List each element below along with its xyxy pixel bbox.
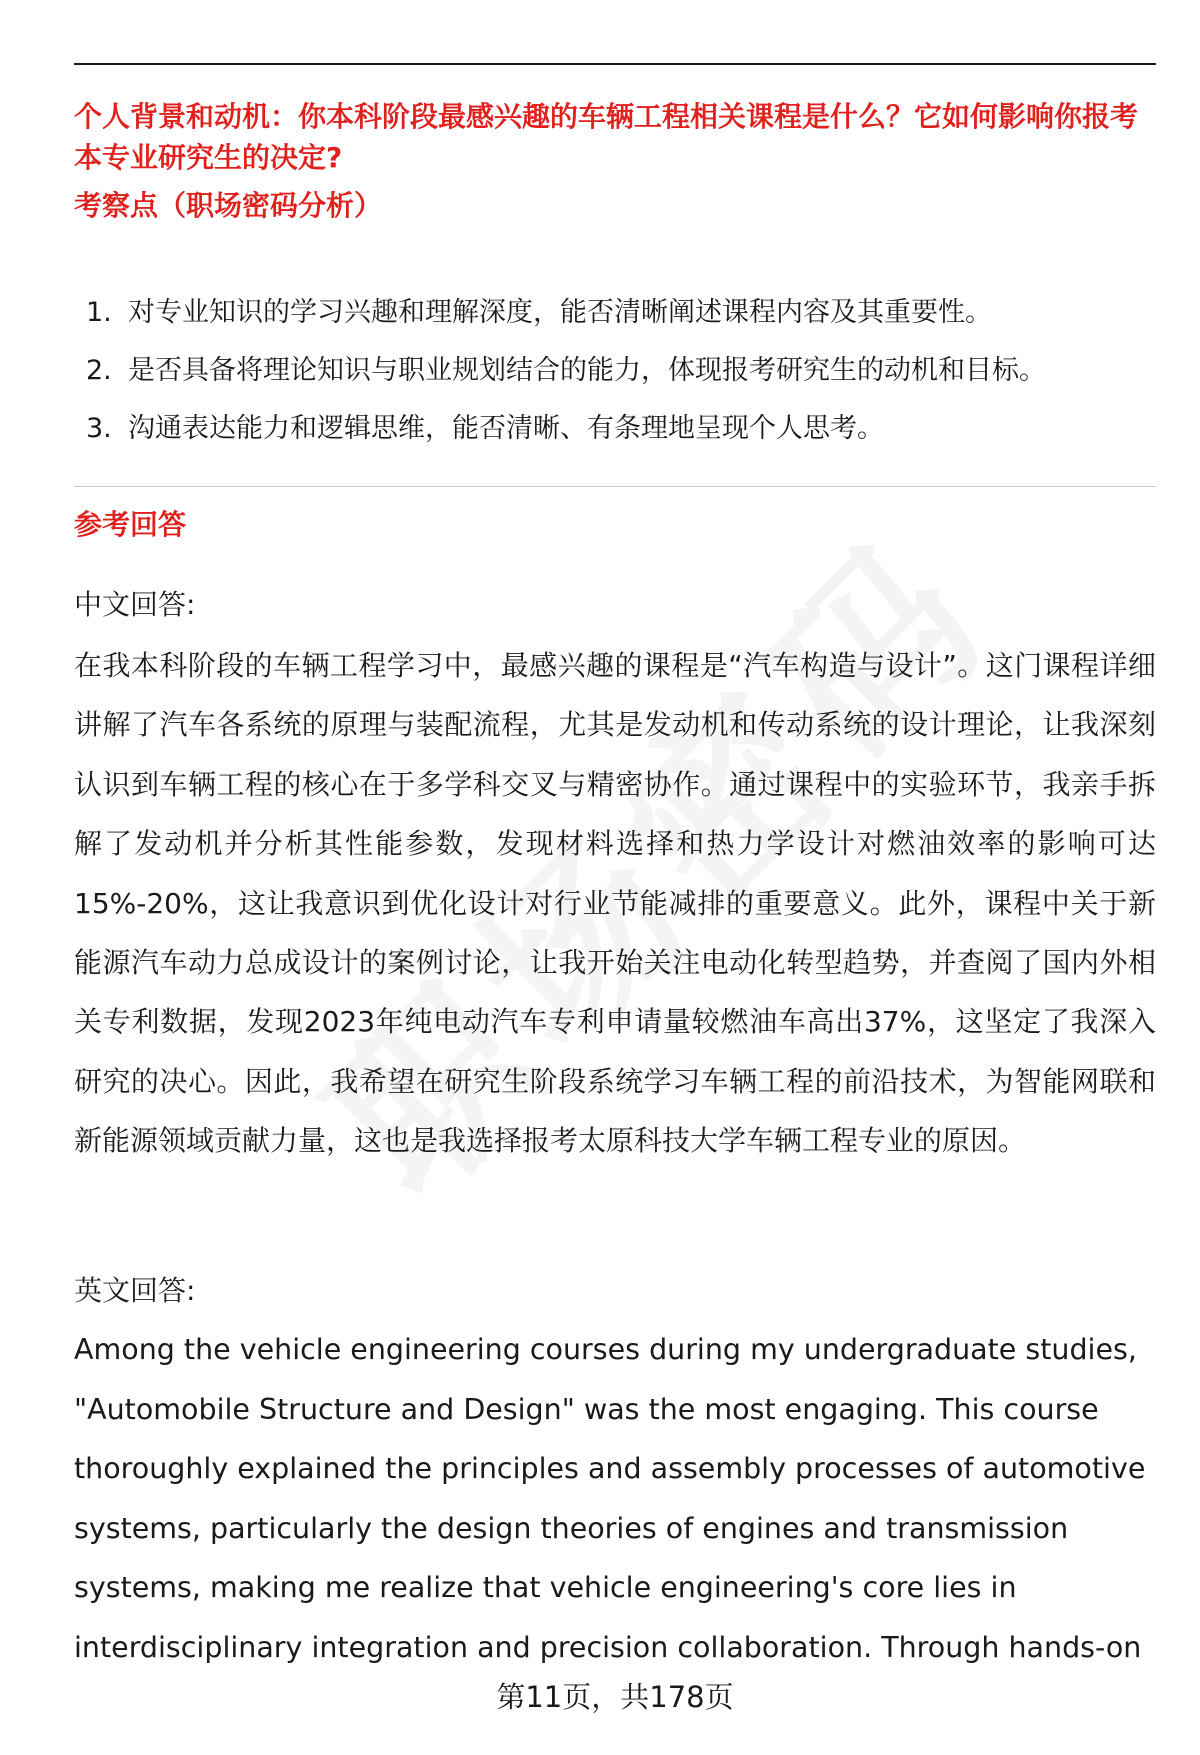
list-number: 1. [86,297,112,328]
analysis-title: 考察点（职场密码分析） [74,189,383,222]
list-item [74,284,1156,342]
section-divider [74,486,1156,487]
page-number: 第11页，共178页 [496,1680,734,1714]
question-heading: 个人背景和动机：你本科阶段最感兴趣的车辆工程相关课程是什么？它如何影响你报考本专业研究生的决定? [74,100,1139,174]
list-text: 是否具备将理论知识与职业规划结合的能力，体现报考研究生的动机和目标。 [128,355,1046,386]
chinese-answer-text: 在我本科阶段的车辆工程学习中，最感兴趣的课程是“汽车构造与设计”。这门课程详细讲解了汽车各系统的原理与装配流程，尤其是发动机和传动系统的设计理论，让我深刻认识到车辆工程的核心在于多学科交叉与精密协作。通过课程中的实验环节，我亲手拆解了发动机并分析其性能参数，发现材料选择和热力学设计对燃油效率的影响可达15%-20%，这让我意识到优化设计对行业节能减排的重要意义。此外，课程中关于新能源汽车动力总成设计的案例讨论，让我开始关注电动化转型趋势，并查阅了国内外相关专利数据，发现2023年纯电动汽车专利申请量较燃油车高出37%，这坚定了我深入研究的决心。因此，我希望在研究生阶段系统学习车辆工程的前沿技术，为智能网联和新能源领域贡献力量，这也是我选择报考太原科技大学车辆工程专业的原因。 [74,649,1156,1158]
list-item [74,342,1156,400]
analysis-points [74,284,1156,458]
english-answer-text: Among the vehicle engineering courses during my undergraduate studies, "Automobile Structure and Design" was the most engaging. This course thoroughly explained the principles and assembly processes of automotive systems, particularly the design theories of engines and transmission systems, making me realize that vehicle engineering's core lies in interdisciplinary integration and precision collaboration. Through hands-on [74,1333,1146,1664]
chinese-answer-label: 中文回答: [74,588,196,621]
list-number: 2. [86,355,112,386]
list-text: 对专业知识的学习兴趣和理解深度，能否清晰阐述课程内容及其重要性。 [128,297,992,328]
top-rule [74,63,1156,65]
document-page [74,0,1156,1755]
list-number: 3. [86,413,112,444]
reference-title: 参考回答 [74,508,187,541]
list-item [74,400,1156,458]
english-answer-label: 英文回答: [74,1274,196,1307]
list-text: 沟通表达能力和逻辑思维，能否清晰、有条理地呈现个人思考。 [128,413,884,444]
